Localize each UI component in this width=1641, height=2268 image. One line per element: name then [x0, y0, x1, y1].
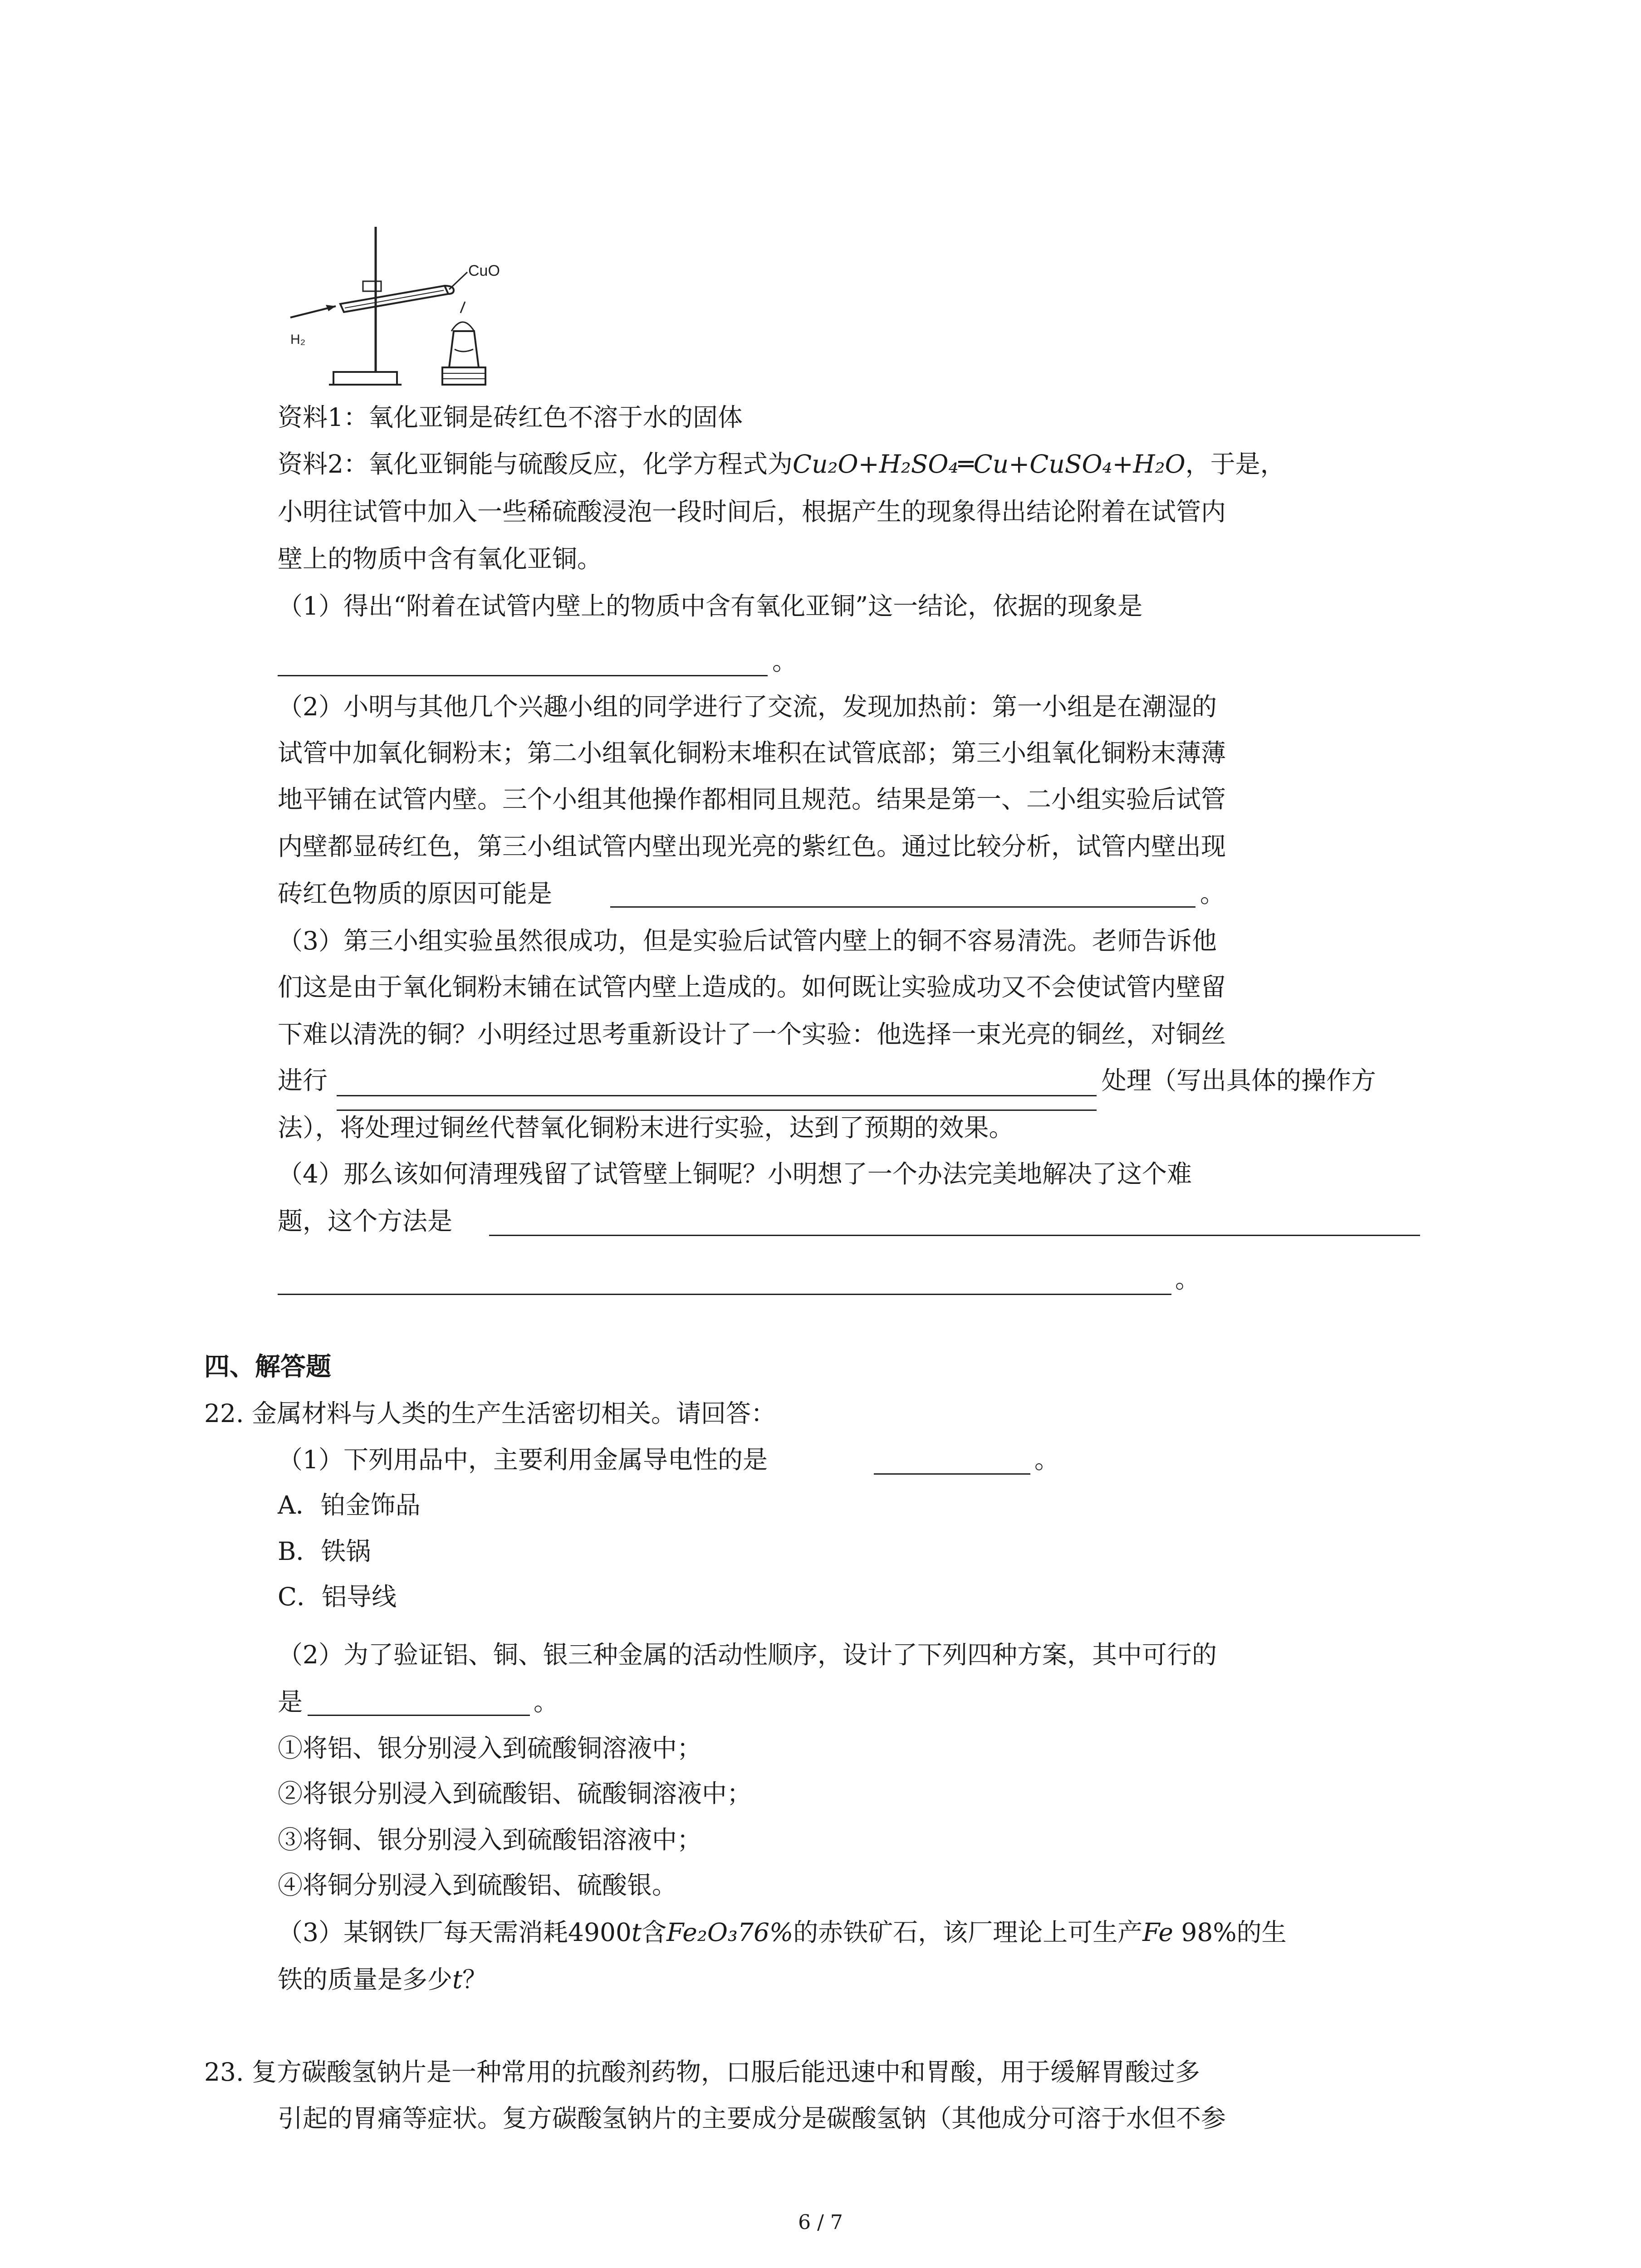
- q22-scheme-3: ③将铜、银分别浸入到硫酸铝溶液中；: [278, 1825, 702, 1854]
- q3-line-5: 法），将处理过铜丝代替氧化铜粉末进行实验，达到了预期的效果。: [278, 1113, 1014, 1142]
- q3-line-2: 们这是由于氧化铜粉末铺在试管内壁上造成的。如何既让实验成功又不会使试管内壁留: [278, 973, 1226, 1002]
- q2-answer-blank[interactable]: [610, 906, 1195, 908]
- q22-part2-blank[interactable]: [308, 1715, 530, 1716]
- q22-option-a: A．铂金饰品: [278, 1491, 421, 1520]
- q23-line-1: 23. 复方碳酸氢钠片是一种常用的抗酸剂药物，口服后能迅速中和胃酸，用于缓解胃酸过多: [204, 2058, 1200, 2087]
- q22-part1-blank[interactable]: [874, 1473, 1030, 1475]
- q2-line-5: 砖红色物质的原因可能是: [278, 879, 553, 908]
- q22-part1: （1）下列用品中，主要利用金属导电性的是: [278, 1445, 768, 1474]
- h2-label: H₂: [290, 332, 306, 347]
- resource-2: 资料2：氧化亚铜能与硫酸反应，化学方程式为Cu₂O+H₂SO₄═Cu+CuSO₄+H₂O，于是，: [278, 450, 1285, 479]
- q1-line: （1）得出“附着在试管内壁上的物质中含有氧化亚铜”这一结论，依据的现象是: [278, 591, 1143, 621]
- q3-line-3: 下难以清洗的铜？小明经过思考重新设计了一个实验：他选择一束光亮的铜丝，对铜丝: [278, 1020, 1226, 1049]
- q4-answer-blank-1[interactable]: [489, 1235, 1420, 1236]
- intro-line-1: 小明往试管中加入一些稀硫酸浸泡一段时间后，根据产生的现象得出结论附着在试管内: [278, 497, 1226, 526]
- q23-line-2: 引起的胃痛等症状。复方碳酸氢钠片的主要成分是碳酸氢钠（其他成分可溶于水但不参: [278, 2104, 1226, 2133]
- q4-line-1: （4）那么该如何清理残留了试管壁上铜呢？小明想了一个办法完美地解决了这个难: [278, 1159, 1192, 1188]
- q2-end: 。: [1200, 879, 1225, 908]
- q3-line-4b: 处理（写出具体的操作方: [1102, 1066, 1376, 1095]
- q2-line-3: 地平铺在试管内壁。三个小组其他操作都相同且规范。结果是第一、二小组实验后试管: [278, 785, 1226, 814]
- resource-1: 资料1：氧化亚铜是砖红色不溶于水的固体: [278, 403, 743, 432]
- q4-end: 。: [1175, 1265, 1200, 1294]
- q3-answer-blank-1[interactable]: [337, 1095, 1097, 1096]
- q3-line-4a: 进行: [278, 1066, 328, 1095]
- q22-scheme-4: ④将铜分别浸入到硫酸铝、硫酸银。: [278, 1871, 677, 1900]
- q22-part2-line-2: 是: [278, 1687, 303, 1716]
- intro-line-2: 壁上的物质中含有氧化亚铜。: [278, 544, 603, 573]
- section-title: 四、解答题: [204, 1352, 331, 1382]
- q22-stem: 22. 金属材料与人类的生产生活密切相关。请回答：: [204, 1399, 776, 1428]
- q1-end: 。: [772, 647, 798, 676]
- q22-option-c: C．铝导线: [278, 1582, 397, 1611]
- q2-line-2: 试管中加氧化铜粉末；第二小组氧化铜粉末堆积在试管底部；第三小组氧化铜粉末薄薄: [278, 738, 1226, 767]
- equation: Cu₂O+H₂SO₄═Cu+CuSO₄+H₂O: [793, 450, 1185, 479]
- q22-part3-line-1: （3）某钢铁厂每天需消耗4900t含Fe₂O₃76%的赤铁矿石，该厂理论上可生产Fe 98%的生: [278, 1918, 1287, 1947]
- q3-line-1: （3）第三小组实验虽然很成功，但是实验后试管内壁上的铜不容易清洗。老师告诉他: [278, 926, 1217, 955]
- q22-scheme-1: ①将铝、银分别浸入到硫酸铜溶液中；: [278, 1734, 702, 1763]
- page-number: 6 / 7: [798, 2211, 843, 2234]
- q22-part2-line-1: （2）为了验证铝、铜、银三种金属的活动性顺序，设计了下列四种方案，其中可行的: [278, 1640, 1217, 1669]
- q22-scheme-2: ②将银分别浸入到硫酸铝、硫酸铜溶液中；: [278, 1779, 752, 1808]
- apparatus-figure: [272, 218, 581, 399]
- q22-part1-end: 。: [1034, 1445, 1060, 1474]
- cuo-label: CuO: [468, 262, 500, 279]
- q1-answer-blank[interactable]: [278, 675, 768, 676]
- q22-part2-end: 。: [534, 1687, 559, 1716]
- q4-answer-blank-2[interactable]: [278, 1294, 1171, 1295]
- q22-option-b: B．铁锅: [278, 1537, 371, 1566]
- q22-part3-line-2: 铁的质量是多少t？: [278, 1965, 488, 1994]
- q4-line-2: 题，这个方法是: [278, 1207, 453, 1236]
- q2-line-4: 内壁都显砖红色，第三小组试管内壁出现光亮的紫红色。通过比较分析，试管内壁出现: [278, 832, 1226, 861]
- q2-line-1: （2）小明与其他几个兴趣小组的同学进行了交流，发现加热前：第一小组是在潮湿的: [278, 692, 1217, 721]
